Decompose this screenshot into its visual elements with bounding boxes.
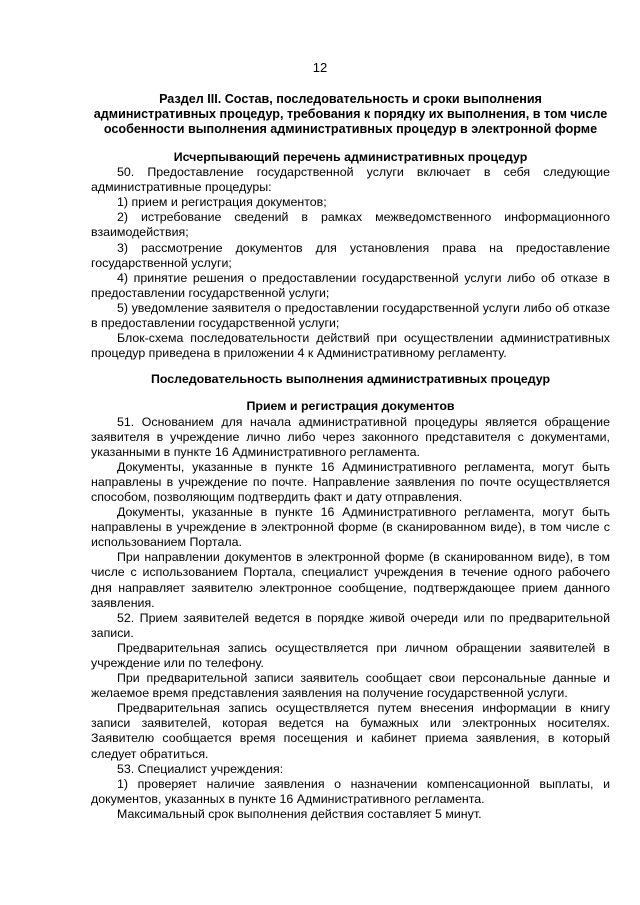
list-item-53-1: 1) проверяет наличие заявления о назначении компенсационной выплаты, и документов, указанных в пункте 16 Административного регламента. [91,776,610,806]
list-item-50-1: 1) прием и регистрация документов; [117,195,327,210]
paragraph-51-mail: Документы, указанные в пункте 16 Административного регламента, могут быть направлены в учреждение по почте. Направление заявления по почте осуществляется способом, позволяющим подтвердить факт и дату отправления. [91,459,610,504]
section-title-line-3: особенности выполнения административных процедур в электронной форме [103,122,598,136]
subheading-sequence: Последовательность выполнения административных процедур [150,372,551,387]
list-item-50-2: 2) истребование сведений в рамках межведомственного информационного взаимодействия; [91,210,610,240]
section-title-line-2: административных процедур, требования к порядку их выполнения, в том числе [93,107,608,121]
list-item-50-3: 3) рассмотрение документов для установления права на предоставление государственной услуги; [91,240,610,270]
paragraph-52: 52. Прием заявителей ведется в порядке живой очереди или по предварительной записи. [91,610,610,640]
section-title-line-1: Раздел III. Состав, последовательность и сроки выполнения [159,92,542,106]
paragraph-53: 53. Специалист учреждения: [117,761,284,776]
paragraph-flowchart: Блок-схема последовательности действий при осуществлении административных процедур приведена в приложении 4 к Административному регламенту. [91,331,610,361]
subheading-procedures-list: Исчерпывающий перечень административных процедур [173,150,528,164]
paragraph-52-personal-data: При предварительной записи заявитель сообщает свои персональные данные и желаемое время представления заявления на получение государственной услуги. [91,671,610,701]
paragraph-51-confirmation: При направлении документов в электронной форме (в сканированном виде), в том числе с использованием Портала, специалист учреждения в течение одного рабочего дня направляет заявителю электронное сообщение, подтверждающее прием данного заявления. [91,550,610,610]
document-body [91,150,610,822]
section-title [91,92,610,137]
paragraph-53-max-time: Максимальный срок выполнения действия составляет 5 минут. [117,806,482,821]
paragraph-51-electronic: Документы, указанные в пункте 16 Административного регламента, могут быть направлены в учреждение в электронной форме (в сканированном виде), в том числе с использованием Портала. [91,505,610,550]
subheading-registration: Прием и регистрация документов [246,399,455,414]
paragraph-52-register: Предварительная запись осуществляется путем внесения информации в книгу записи заявителей, которая ведется на бумажных или электронных носителях. Заявителю сообщается время посещения и кабинет приема заявления, в который следует обратиться. [91,701,610,761]
list-item-50-4: 4) принятие решения о предоставлении государственной услуги либо об отказе в предоставлении государственной услуги; [91,270,610,300]
list-item-50-5: 5) уведомление заявителя о предоставлении государственной услуги либо об отказе в предоставлении государственной услуги; [91,300,610,331]
paragraph-51: 51. Основанием для начала административной процедуры является обращение заявителя в учреждение лично либо через законного представителя с документами, указанными в пункте 16 Административного регламента. [91,414,610,459]
paragraph-52-appointment: Предварительная запись осуществляется при личном обращении заявителей в учреждение или по телефону. [91,640,610,670]
paragraph-50: 50. Предоставление государственной услуги включает в себя следующие административные процедуры: [91,165,610,195]
page-number: 12 [312,60,328,75]
